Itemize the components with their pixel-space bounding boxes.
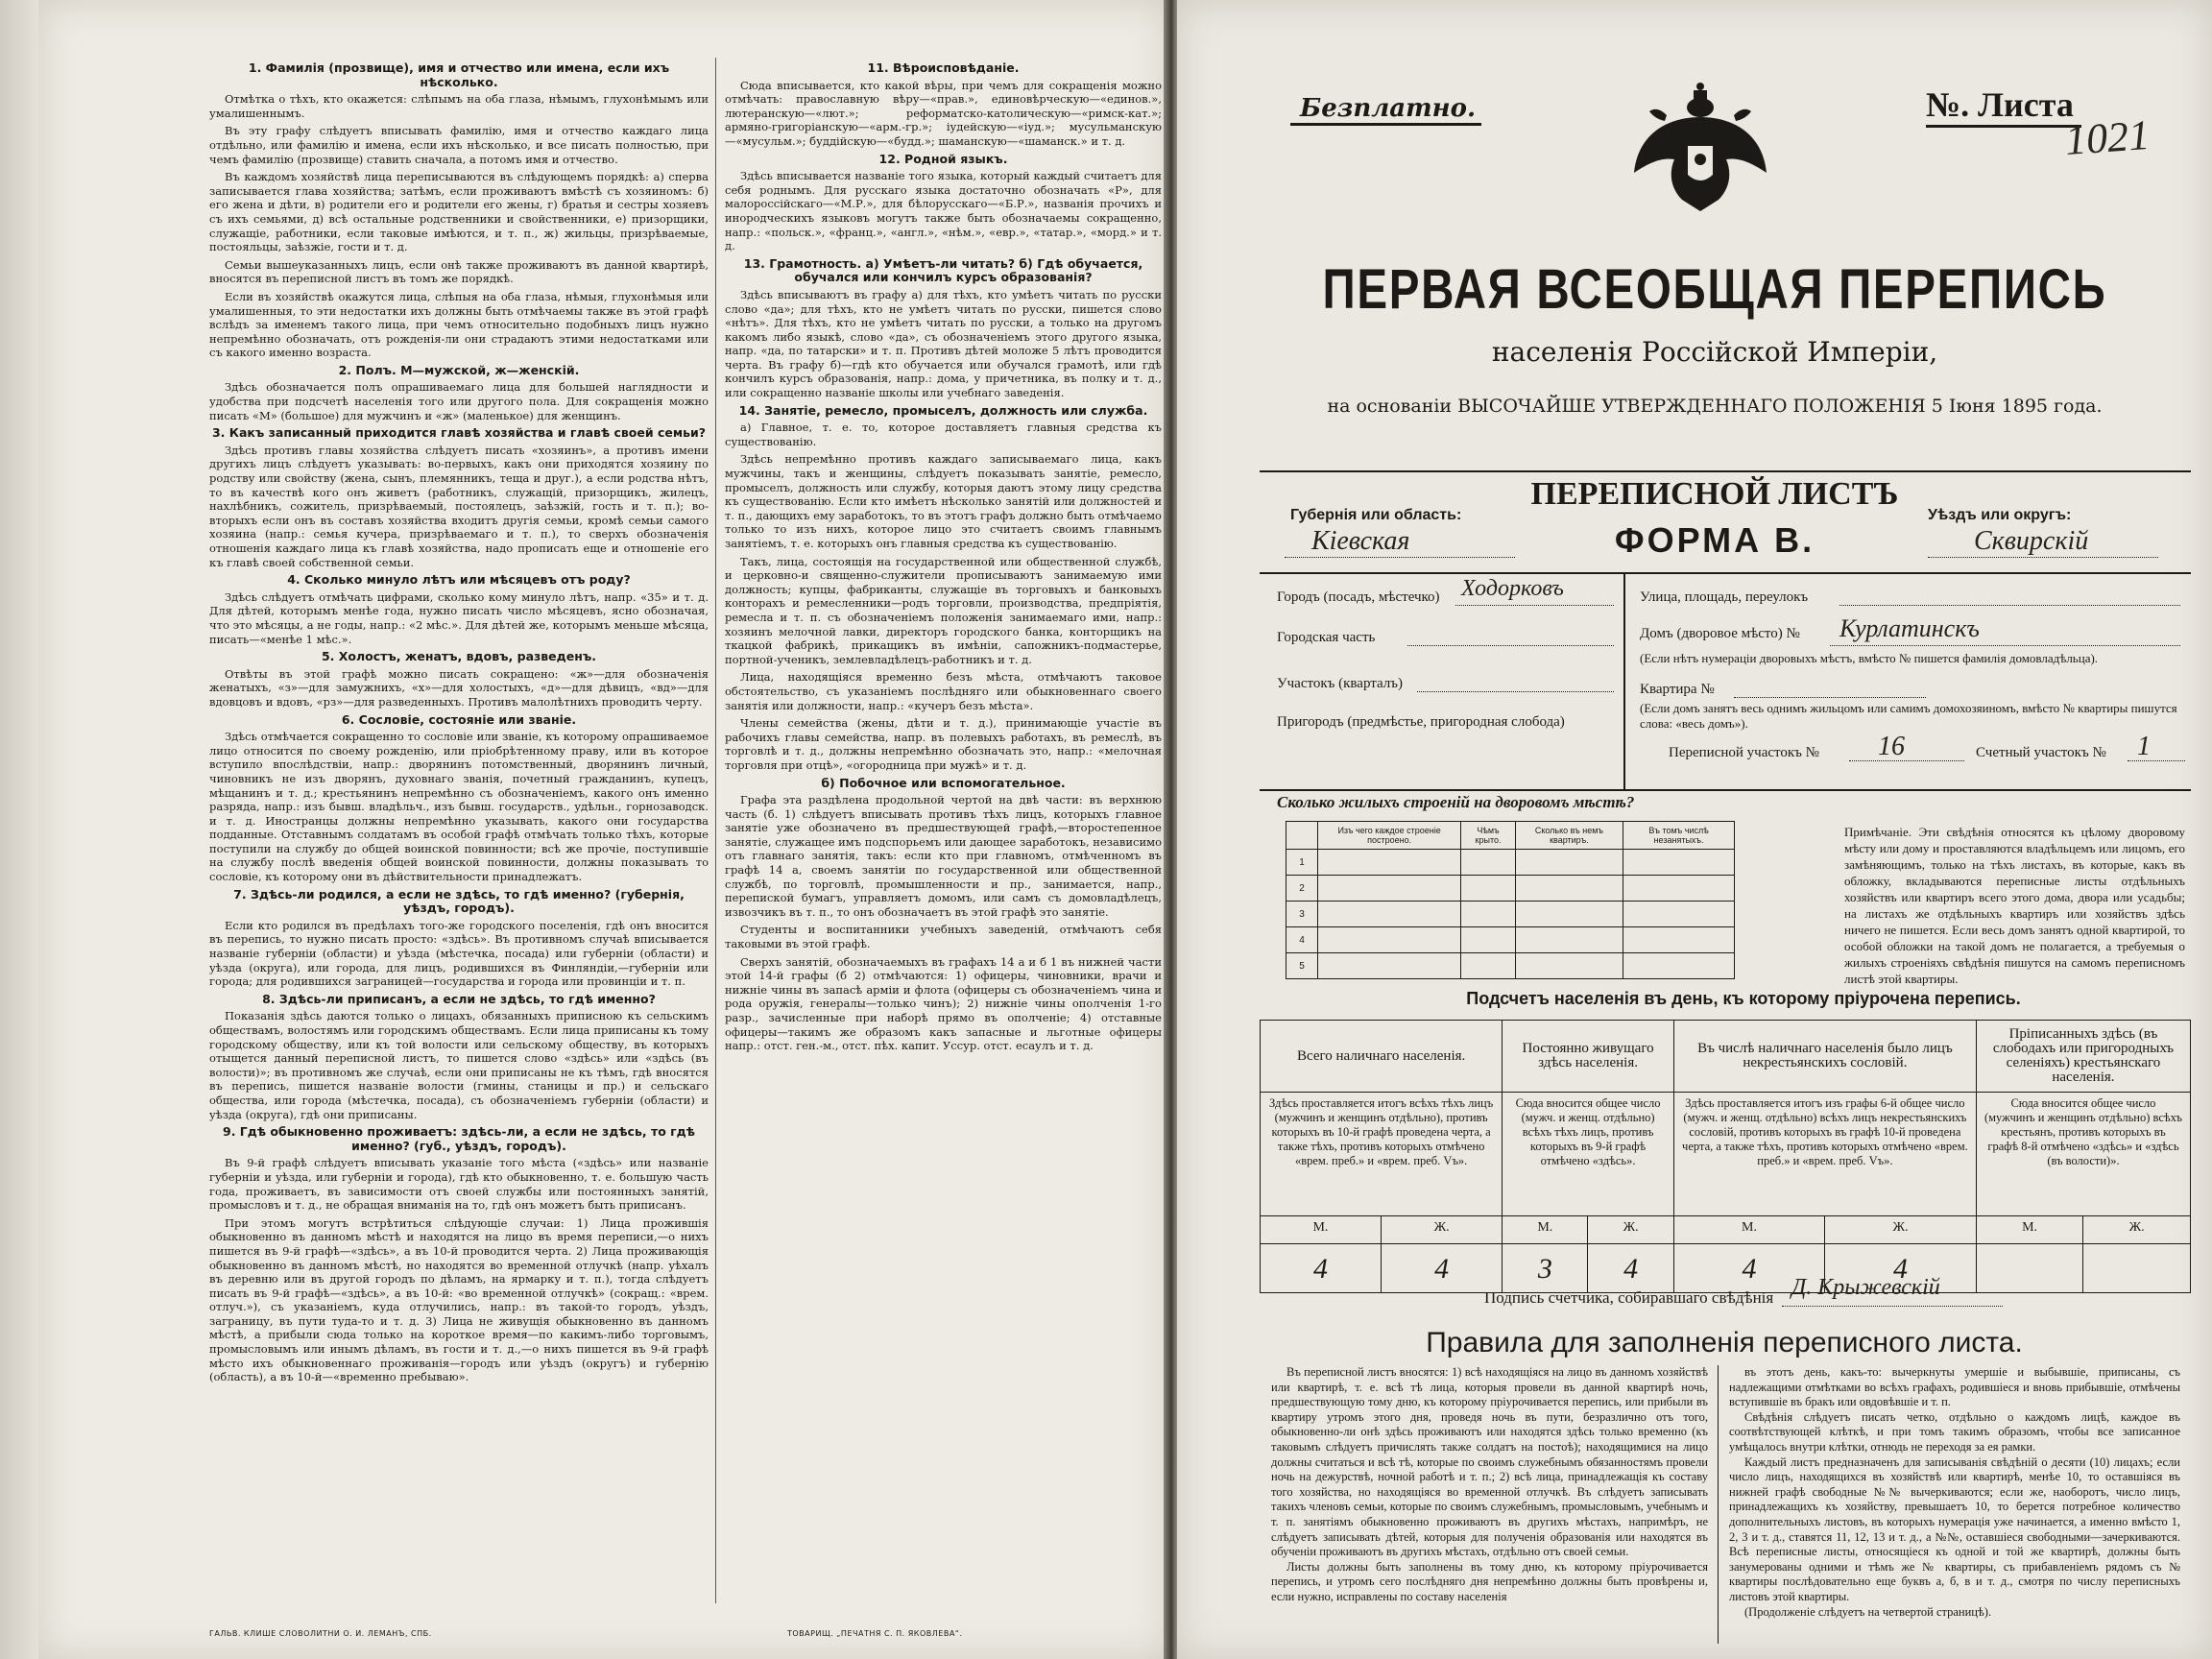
uezd-line	[1928, 557, 2158, 558]
rules-paragraph: (Продолженіе слѣдуетъ на четвертой страницѣ).	[1744, 1604, 1992, 1619]
buildings-table	[1286, 821, 1735, 979]
right-page	[1177, 0, 2212, 1659]
buildings-row	[1286, 850, 1735, 876]
population-count-value	[1976, 1244, 2082, 1293]
buildings-cell	[1461, 927, 1516, 953]
uezd-value: Сквирскій	[1974, 526, 2089, 556]
section-paragraph: Показанія здѣсь даются только о лицахъ, обязанныхъ приписною къ сельскимъ обществамъ, волостямъ или городскимъ обществамъ. Если лица приписаны къ тому городскому обществу, или къ той волости или сельскому обществу, въ которыхъ отыщется данный переписной листъ, то пишется слово «здѣсь» или «здѣсь (въ волости)»; въ противномъ же случаѣ, если они приписаны не къ тѣмъ, гдѣ вносятся въ перепись, пишется названіе волости (гмины, станицы и пр.) и сельскаго общества, или города (мѣстечка, посада), съ обозначеніемъ губерніи (области) и уѣзда (округа), гдѣ они приписаны.	[209, 1009, 709, 1121]
street-line	[1839, 605, 2180, 606]
house-label: Домъ (дворовое мѣсто) №	[1640, 626, 1800, 641]
sheet-number-label: №. Листа	[1926, 84, 2081, 128]
pop-desc-permanent: Сюда вносится общее число (мужч. и женщ. отдѣльно) всѣхъ тѣхъ лицъ, противъ которыхъ въ 9-й графѣ отмѣчено «здѣсь».	[1503, 1093, 1674, 1216]
rules-paragraph: Въ переписной листъ вносятся: 1) всѣ находящіяся на лицо въ данномъ хозяйствѣ или квартирѣ, т. е. всѣ тѣ лица, которыя провели въ данной квартирѣ ночь, предшествующую тому дню, къ которому пріурочивается перепись, или прибыли въ квартиру утромъ этого дня, проведя ночь въ пути, безразлично отъ того, обыкновенно-ли онѣ здѣсь проживаютъ или находятся здѣсь только временно (къ таковымъ слѣдуетъ причислять также солдатъ на постоѣ); находящимися на лицо должны считаться и всѣ тѣ, которые по своимъ служебнымъ обязанностямъ провели ночь на дежурствѣ, ночной работѣ и т. п.; 2) всѣ лица, принадлежащія къ составу того хозяйства, но находящіяся во временной отлучкѣ. Въ слѣдуетъ записывать такихъ членовъ семьи, которые по своимъ служебнымъ, промысловымъ, учебнымъ и т. п. занятіямъ обыкновенно проживаютъ въ другихъ мѣстахъ, напримѣръ, не слѣдуетъ записывать дѣтей, которыя для полученія образованія или находятся въ обученіи проживаютъ въ другихъ мѣстахъ, отдѣльно отъ своей семьи.	[1271, 1365, 1708, 1559]
province-line	[1285, 557, 1515, 558]
suburb-label: Пригородъ (предмѣстье, пригородная слобода)	[1277, 714, 1565, 730]
free-label: Безплатно.	[1290, 94, 1481, 126]
population-count-value	[2083, 1244, 2191, 1293]
buildings-cell	[1318, 927, 1461, 953]
section-paragraph: Семьи вышеуказанныхъ лицъ, если онѣ также проживаютъ въ данной квартирѣ, вносятся въ переписной листъ въ томъ же порядкѣ.	[209, 257, 709, 286]
census-district-label: Переписной участокъ №	[1669, 745, 1819, 760]
printer-imprint-left: ГАЛЬВ. КЛИШЕ СЛОВОЛИТНИ О. И. ЛЕМАНЪ, СПБ.	[209, 1629, 432, 1638]
male-column-header: М.	[1503, 1216, 1588, 1244]
section-heading: 14. Занятіе, ремесло, промыселъ, должность или служба.	[738, 402, 1148, 418]
population-count-value: 4	[1381, 1244, 1502, 1293]
male-column-header: М.	[1261, 1216, 1382, 1244]
buildings-header-material: Изъ чего каждое строеніе построено.	[1318, 822, 1461, 850]
buildings-cell	[1461, 953, 1516, 979]
uezd-label: Уѣздъ или округъ:	[1928, 507, 2072, 523]
province-value: Кіевская	[1311, 526, 1410, 556]
pop-desc-total: Здѣсь проставляется итогъ всѣхъ тѣхъ лицъ (мужчинъ и женщинъ отдѣльно), противъ которыхъ въ 10-й графѣ проведена черта, а также тѣхъ, противъ которыхъ отмѣчено «врем. преб.» и «врем. преб. Vъ».	[1261, 1093, 1503, 1216]
buildings-question: Сколько жилыхъ строеній на дворовомъ мѣстѣ?	[1277, 793, 1635, 811]
buildings-cell	[1623, 850, 1735, 876]
section-paragraph: Здѣсь отмѣчается сокращенно то сословіе или званіе, къ которому опрашиваемое лицо относится по своему рожденію, или пріобрѣтенному праву, или въ которое вступило впослѣдствіи, напр.: дворянинъ потомственный, дворянинъ личный, чиновникъ не изъ дворянъ, духовнаго званія, почетный гражданинъ, купецъ, мѣщанинъ и т. д.; крестьянинъ непремѣнно съ обозначеніемъ, какого онъ именно разряда, напр.: изъ бывш. владѣльч., изъ бывш. государств., удѣльн., горнозаводск. и т. д. Иностранцы должны непремѣнно указывать, какого они государства подданные. Отставнымъ солдатамъ въ особой графѣ отмѣчать только тѣхъ, которые поступили на службу до общей воинской повинности; всѣ же прочіе, поступившіе на службу послѣ введенія общей воинской повинности, должны показывать то сословіе, къ которому они въ дѣйствительности принадлежатъ.	[209, 730, 709, 884]
buildings-row-number: 4	[1286, 927, 1318, 953]
section-heading: 8. Здѣсь-ли приписанъ, а если не здѣсь, то гдѣ именно?	[262, 991, 656, 1006]
buildings-cell	[1318, 953, 1461, 979]
enumerator-signature: Д. Крыжевскій	[1791, 1275, 1940, 1300]
form-rule-lower	[1260, 789, 2191, 791]
section-heading: 3. Какъ записанный приходится главѣ хозяйства и главѣ своей семьи?	[211, 425, 707, 441]
rules-column-1	[1271, 1365, 1708, 1605]
buildings-cell	[1623, 876, 1735, 902]
section-paragraph: Лица, находящіяся временно безъ мѣста, отмѣчаютъ таковое обстоятельство, съ указаніемъ послѣдняго или обыкновеннаго своего занятія или должности, напр.: «кучеръ безъ мѣста».	[725, 670, 1162, 712]
section-paragraph: При этомъ могутъ встрѣтиться слѣдующіе случаи: 1) Лица прожившія обыкновенно въ данномъ мѣстѣ и находятся на лицо въ время переписи,—о нихъ пишется въ 9-й графѣ—«здѣсь», а въ 10-й проводится черта. 2) Лица проживающія обыкновенно въ данномъ мѣстѣ, но находятся во временной отлучкѣ (напр. уѣхалъ въ деревню или въ другой городъ по дѣламъ, на ярмарку и т. п.), тогда слѣдуетъ писать въ 9-й графѣ—«здѣсь», а въ 10-й: «во временной отлучкѣ» (сокращ.: «врем. отлуч.»), съ указаніемъ, куда отлучились, напр.: въ такой-то городъ, уѣздъ, заграницу, въ пути туда-то и т. д. 3) Лица не живущія обыкновенно въ данномъ мѣстѣ, а прибыли сюда только на короткое время—по какимъ-либо торговымъ, промысловымъ или инымъ дѣламъ, въ гости и т. д.,—о нихъ пишется въ 9-й графѣ мѣсто ихъ обыкновеннаго проживанія—городъ или уѣздъ (округъ) и губернію (область), а въ 10-й—«временно пребываю».	[209, 1215, 709, 1384]
buildings-row	[1286, 927, 1735, 953]
house-line	[1830, 645, 2180, 646]
buildings-header-roof: Чѣмъ крыто.	[1461, 822, 1516, 850]
female-column-header: Ж.	[2083, 1216, 2191, 1244]
buildings-cell	[1623, 902, 1735, 927]
signature-line	[1782, 1306, 2003, 1307]
section-paragraph: Здѣсь вписываютъ въ графу а) для тѣхъ, кто умѣетъ читать по русски слово «да»; для тѣхъ, кто не умѣетъ читать по русски, пишется слово «нѣтъ». Для тѣхъ, кто не умѣетъ читать по русски, а только на другомъ какомъ либо языкѣ, слово «да», съ обозначеніемъ этого другого языка, напр. «да, по татарски» и т. п. Противъ дѣтей моложе 5 лѣтъ проводится черта. Въ графу б)—гдѣ кто обучается или обучался грамотѣ, или гдѣ кончилъ курсъ образованія, напр.: дома, у причетника, въ полку и т. д., или сокращенно названіе школы или учебнаго заведенія.	[725, 287, 1162, 400]
buildings-row-number: 3	[1286, 902, 1318, 927]
female-column-header: Ж.	[1381, 1216, 1502, 1244]
section-paragraph: Если кто родился въ предѣлахъ того-же городского поселенія, гдѣ онъ вносится въ перепись, то нужно писать просто: «здѣсь». Въ противномъ случаѣ вписывается названіе губерніи (области) и уѣзда (мѣстечка, посада) или губерніи (области) и уѣзда (округа), или города, для лицъ, родившихся въ Финляндіи,—губерніи или города; для родившихся заграницей—государства и города или провинціи и т. п.	[209, 918, 709, 989]
apt-line	[1734, 697, 1926, 698]
section-paragraph: Здѣсь слѣдуетъ отмѣчать цифрами, сколько кому минуло лѣтъ, напр. «35» и т. д. Для дѣтей, которымъ менѣе года, нужно писать число мѣсяцевъ, ясно обозначая, что это мѣсяцы, а не годы, напр.: «2 мѣс.». Для дѣтей же, которымъ меньше мѣсяца, писать—«менѣе 1 мѣс.».	[209, 589, 709, 646]
buildings-row	[1286, 876, 1735, 902]
section-paragraph: Въ 9-й графѣ слѣдуетъ вписывать указаніе того мѣста («здѣсь» или названіе губерніи и уѣзда, или губерніи и города), гдѣ кто обыкновенно, т. е. большую часть года, проживаетъ, въ зависимости отъ своей службы или постоянныхъ занятій, промысловъ и т. д., не обращая вниманія на то, гдѣ онъ можетъ быть приписанъ.	[209, 1156, 709, 1213]
section-paragraph: Такъ, лица, состоящія на государственной или общественной службѣ, и церковно-и священно-служители прописываютъ занимаемую ими должность; купцы, фабриканты, служащіе въ торговыхъ и банковыхъ конторахъ и ремесленники—родъ торговли, производства, предпріятія, ремесла и т. п. съ обозначеніемъ положенія занимаемаго ими, напр.: хозяинъ мелочной лавки, директоръ городского банка, конторщикъ на ткацкой фабрикѣ, прикащикъ въ имѣніи, сапожникъ-подмастерье, портной-ученикъ, землевладѣлецъ-работникъ и т. д.	[725, 554, 1162, 666]
page-subtitle: населенія Россійской Имперіи,	[1491, 336, 1938, 368]
section-heading: 4. Сколько минуло лѣтъ или мѣсяцевъ отъ роду?	[287, 572, 631, 588]
buildings-cell	[1515, 902, 1623, 927]
rules-paragraph: Свѣдѣнія слѣдуетъ писать четко, отдѣльно о каждомъ лицѣ, каждое въ соотвѣтствующей клѣткѣ, и при томъ такимъ образомъ, чтобы все записанное умѣщалось внутри клѣтки, отнюдь не переходя за ея рамки.	[1729, 1409, 2180, 1454]
buildings-cell	[1318, 850, 1461, 876]
buildings-header-num	[1286, 822, 1318, 850]
house-note: (Если нѣтъ нумераціи дворовыхъ мѣстъ, вмѣсто № пишется фамилія домовладѣльца).	[1640, 651, 2099, 665]
section-paragraph: Здѣсь вписывается названіе того языка, который каждый считаетъ для себя роднымъ. Для русскаго языка достаточно обозначать «Р», для малороссійскаго—«М.Р.», для бѣлорусскаго—«Б.Р.», названія прочихъ и инородческихъ языковъ могутъ также быть обозначаемы сокращенно, напр.: «польск.», «франц.», «англ.», «нѣм.», «евр.», «татар.», «морд.» и т. д.	[725, 169, 1162, 253]
female-column-header: Ж.	[1825, 1216, 1977, 1244]
section-heading: 6. Сословіе, состояніе или званіе.	[341, 711, 577, 727]
form-rule-top	[1260, 470, 2191, 472]
buildings-row	[1286, 953, 1735, 979]
pop-desc-peasant: Сюда вносится общее число (мужчинъ и женщинъ отдѣльно) всѣхъ крестьянъ, противъ которыхъ въ графѣ 8-й отмѣчено «здѣсь» и «здѣсь (въ волости)».	[1976, 1093, 2190, 1216]
section-paragraph: Здѣсь непремѣнно противъ каждаго записываемаго лица, какъ мужчины, такъ и женщины, слѣдуетъ показывать занятіе, ремесло, промыселъ, должность или службу, которыя даютъ этому лицу средства къ существованію. Если кто имѣетъ нѣсколько занятій или должностей и т. п., дающихъ ему заработокъ, то въ этотъ графъ должно быть отмѣчаемо только то изъ нихъ, которое лицо это считаетъ своимъ главнымъ занятіемъ, т. е. которыхъ онъ главныя средства къ существованію.	[725, 452, 1162, 550]
section-paragraph: Сюда вписывается, кто какой вѣры, при чемъ для сокращенія можно отмѣчать: православную вѣру—«прав.», единовѣрческую—«единов.», лютеранскую—«лют.»; реформатско-католическую—«римск-кат.»; армяно-григоріанскую—«арм.-гр.»; іудейскую—«іуд.»; мусульманскую—«мусульм.»; буддійскую—«будд.»; шаманскую—«шаманск.» и т. д.	[725, 78, 1162, 148]
column-divider	[715, 58, 716, 1603]
pop-header-peasant: Пріписанныхъ здѣсь (въ слободахъ или пригородныхъ селеніяхъ) крестьянскаго населенія.	[1976, 1021, 2190, 1093]
buildings-cell	[1515, 953, 1623, 979]
form-subtitle: ФОРМА В.	[1614, 520, 1815, 560]
buildings-cell	[1318, 902, 1461, 927]
section-paragraph: Здѣсь обозначается полъ опрашиваемаго лица для большей наглядности и удобства при подсчетѣ населенія того или другого пола. Для сокращенія можно писать «М» (большое) для мужчинъ и «ж» (маленькое) для женщинъ.	[209, 380, 709, 422]
rules-paragraph: въ этотъ день, какъ-то: вычеркнуты умершіе и выбывшіе, приписаны, съ надлежащими отмѣтками во всѣхъ графахъ, родившіеся и вновь прибывшіе, отмѣчены вступившіе въ бракъ или овдовѣвшіе и т. п.	[1729, 1365, 2180, 1409]
city-part-label: Городская часть	[1277, 630, 1376, 645]
buildings-cell	[1623, 953, 1735, 979]
population-count-table	[1260, 1020, 2191, 1293]
section-paragraph: Члены семейства (жены, дѣти и т. д.), принимающіе участіе въ рабочихъ главы семейства, напр. въ полевыхъ работахъ, въ ремеслѣ, въ торговлѣ и т. д., должны непремѣнно обозначать это, напр.: «мелочная торговля при отцѣ», «огородница при мужѣ» и т. д.	[725, 716, 1162, 772]
buildings-cell	[1623, 927, 1735, 953]
pop-header-noncrest: Въ числѣ наличнаго населенія было лицъ некрестьянскихъ сословій.	[1673, 1021, 1976, 1093]
section-heading: 9. Гдѣ обыкновенно проживаетъ: здѣсь-ли, а если не здѣсь, то гдѣ именно? (губ., уѣздъ, городъ).	[223, 1124, 695, 1153]
buildings-cell	[1515, 850, 1623, 876]
buildings-row-number: 5	[1286, 953, 1318, 979]
buildings-cell	[1318, 876, 1461, 902]
section-heading: б) Побочное или вспомогательное.	[821, 775, 1066, 790]
section-paragraph: Отмѣтка о тѣхъ, кто окажется: слѣпымъ на оба глаза, нѣмымъ, глухонѣмымъ или умалишеннымъ.	[209, 92, 709, 120]
left-page	[38, 0, 1169, 1659]
rules-column-2	[1729, 1365, 2180, 1620]
pop-header-permanent: Постоянно живущаго здѣсь населенія.	[1503, 1021, 1674, 1093]
buildings-note: Примѣчаніе. Эти свѣдѣнія относятся къ цѣлому дворовому мѣсту или дому и проставляются владѣльцемъ или лицомъ, его замѣняющимъ, только на тѣхъ листахъ, въ которые, какъ въ обложку, вкладываются переписные листы отдѣльныхъ хозяйствъ или квартиръ всего этого дома, двора или усадьбы; на листахъ же отдѣльныхъ квартиръ или хозяйствъ здѣсь ничего не пишется. Если весь домъ занятъ одной квартирой, то особой обложки на такой домъ не полагается, а требуемыя о жилыхъ строеніяхъ свѣдѣнія пишутся на самомъ переписномъ листѣ этой квартиры.	[1844, 825, 2185, 986]
section-paragraph: Въ каждомъ хозяйствѣ лица переписываются въ слѣдующемъ порядкѣ: а) сперва записывается глава хозяйства; затѣмъ, если проживаютъ вмѣстѣ съ хозяиномъ: б) его жена и дѣти, в) родители его и родители его жены, г) братья и сестры хозяевъ съ ихъ семьями, д) всѣ остальные родственники и свойственники, е) призорщики, служащіе, работники, если таковые имѣются, и т. п., ж) жильцы, призрѣваемые, постояльцы, заѣзжіе, гости и т. д.	[209, 170, 709, 254]
count-district-value: 1	[2137, 732, 2151, 761]
address-divider	[1623, 572, 1625, 791]
house-value: Курлатинскъ	[1839, 614, 1980, 642]
apt-label: Квартира №	[1640, 682, 1715, 697]
edge-fragment	[6, 38, 35, 1623]
male-column-header: М.	[1673, 1216, 1824, 1244]
census-district-value: 16	[1878, 732, 1905, 761]
population-count-value: 4	[1825, 1244, 1977, 1293]
section-paragraph: Здѣсь противъ главы хозяйства слѣдуетъ писать «хозяинъ», а противъ имени другихъ лицъ слѣдуетъ указывать: во-первыхъ, какъ они приходятся хозяину по родству или свойству (жена, сынъ, племянникъ, теща и друг.), а если родства нѣтъ, то въ качествѣ кого онъ живетъ (работникъ, служащій, призорщикъ, жилецъ, нахлѣбникъ, сожитель, призрѣваемый, постоялецъ, заѣзжій, гость и т. п.); во-вторыхъ если онъ въ составъ хозяйства входитъ другія семьи, кромѣ семьи самого хозяина (напр.: семья кучера, призрѣваемаго и т. п.), то сверхъ обозначенія отношенія каждаго лица къ главѣ хозяйства, надо прописать еще и отношеніе его къ главѣ своей собственной семьи.	[209, 443, 709, 569]
buildings-row-number: 1	[1286, 850, 1318, 876]
section-heading: 5. Холостъ, женатъ, вдовъ, разведенъ.	[321, 649, 597, 664]
page-title: ПЕРВАЯ ВСЕОБЩАЯ ПЕРЕПИСЬ	[1322, 258, 2107, 321]
buildings-cell	[1461, 902, 1516, 927]
form-title: ПЕРЕПИСНОЙ ЛИСТЪ	[1530, 476, 1899, 512]
buildings-header-vacant: Въ томъ числѣ незанятыхъ.	[1623, 822, 1735, 850]
city-value: Ходорковъ	[1461, 576, 1564, 601]
apt-note: (Если домъ занятъ весь однимъ жильцомъ или самимъ домохозяиномъ, вмѣсто № квартиры пишутся слова: «весь домъ»).	[1640, 701, 2177, 731]
rules-paragraph: Листы должны быть заполнены въ тому дню, къ которому пріурочивается перепись, и утромъ сего послѣдняго дня непремѣнно должны быть провѣрены и, если нужно, исправлены по составу населенія	[1271, 1559, 1708, 1603]
city-label: Городъ (посадъ, мѣстечко)	[1277, 589, 1440, 605]
buildings-header-apartments: Сколько въ немъ квартиръ.	[1515, 822, 1623, 850]
district-label: Участокъ (кварталъ)	[1277, 676, 1404, 691]
buildings-cell	[1515, 876, 1623, 902]
imperial-eagle-emblem	[1628, 77, 1772, 221]
pop-header-total: Всего наличнаго населенія.	[1261, 1021, 1503, 1093]
section-paragraph: Если въ хозяйствѣ окажутся лица, слѣпыя на оба глаза, нѣмыя, глухонѣмыя или умалишенныя, то эти недостатки ихъ должны быть отмѣчаемы также въ этой графѣ вслѣдъ за именемъ такого лица, при чемъ относительно подобныхъ лицъ нужно непремѣнно обозначать, отъ рожденія-ли они страдаютъ этими недостатками или съ какого именно возраста.	[209, 289, 709, 360]
section-heading: 1. Фамилія (прозвище), имя и отчество или имена, если ихъ нѣсколько.	[248, 60, 670, 89]
male-column-header: М.	[1976, 1216, 2082, 1244]
rules-paragraph: Каждый листъ предназначенъ для записыванія свѣдѣній о десяти (10) лицахъ; если число лицъ, находящихся въ хозяйствѣ или квартирѣ, менѣе 10, то оставшіяся въ нижней графѣ свободные №№ вычеркиваются; если же, наоборотъ, число лицъ, принадлежащихъ къ хозяйству, превышаетъ 10, то берется потребное количество дополнительныхъ листовъ, въ которыхъ нумерація уже начинается, а именно вмѣсто 1, 2, 3 и т. д., ставятся 11, 12, 13 и т. д., а №№, оставшіеся свободными—зачеркиваются. Всѣ переписные листы, относящіеся къ одной и той же квартирѣ, должны быть занумерованы одними и тѣмъ же № квартиры, съ прибавленіемъ рядомъ съ № квартиры послѣдовательно еще буквъ а, б, в и т. д., смотря по числу переписныхъ листовъ этой квартиры.	[1729, 1455, 2180, 1603]
district-line	[1417, 691, 1614, 692]
sheet-number-handwritten: 1021	[2063, 110, 2152, 165]
count-district-line	[2128, 760, 2185, 761]
buildings-row	[1286, 902, 1735, 927]
street-label: Улица, площадь, переулокъ	[1640, 589, 1809, 605]
section-paragraph: Отвѣты въ этой графѣ можно писать сокращено: «ж»—для обозначенія женатыхъ, «з»—для замужнихъ, «х»—для холостыхъ, «д»—для дѣвицъ, «вд»—для вдовцовъ и вдовъ, «рз»—для разведенныхъ. Противъ малолѣтнихъ проводить черту.	[209, 666, 709, 709]
population-count-value: 3	[1503, 1244, 1588, 1293]
section-paragraph: Графа эта раздѣлена продольной чертой на двѣ части: въ верхнюю часть (б. 1) слѣдуетъ вписывать противъ тѣхъ лицъ, которыхъ главное занятіе уже обозначено въ предшествующей графѣ,—второстепенное занятіе, служащее имъ подспорьемъ или дающее заработокъ, независимо отъ главнаго занятія, такъ: если кто при главномъ, отмѣченномъ въ графѣ 14 а, своемъ занятіи по государственной или общественной службѣ, по торговлѣ, промышленности и пр., занимается, напр., перепиской бумагъ, управляетъ домомъ, или самъ съ домовладѣлецъ, извозчикъ въ т. п., то онъ обозначаетъ въ этой графѣ это занятіе.	[725, 793, 1162, 919]
province-label: Губернія или область:	[1290, 507, 1462, 523]
population-count-value: 4	[1588, 1244, 1673, 1293]
rules-title: Правила для заполненія переписного листа.	[1426, 1327, 2023, 1358]
section-paragraph: Студенты и воспитанники учебныхъ заведеній, отмѣчаютъ себя таковыми въ этой графѣ.	[725, 923, 1162, 951]
section-paragraph: Сверхъ занятій, обозначаемыхъ въ графахъ 14 а и б 1 въ нижней части этой 14-й графы (б 2) отмѣчаются: 1) офицеры, чиновники, врачи и нижніе чины въ запасѣ арміи и флота (офицеры съ обозначеніемъ чина и рода оружія, генералы—только чинъ); 2) нижніе чины ополченія 1-го разр., зачисленные при наборѣ прямо въ ополченіе; 4) отставные офицеры—такимъ же образомъ какъ запасные и льготные офицеры напр.: отст. ген.-м., отст. пѣх. капит. Уссур. отст. есаулъ и т. д.	[725, 954, 1162, 1053]
population-count-title: Подсчетъ населенія въ день, къ которому пріурочена перепись.	[1466, 989, 2021, 1008]
section-paragraph: Въ эту графу слѣдуетъ вписывать фамилію, имя и отчество каждаго лица отдѣльно, или фамилію и имена, если ихъ нѣсколько, и все писать полностью, при чемъ фамилію (прозвище) ставить сначала, а потомъ имя и отчество.	[209, 124, 709, 166]
instructions-column-2	[725, 58, 1162, 1057]
population-count-value: 4	[1261, 1244, 1382, 1293]
printer-imprint-right: ТОВАРИЩ. „ПЕЧАТНЯ С. П. ЯКОВЛЕВА“.	[787, 1629, 963, 1638]
section-heading: 7. Здѣсь-ли родился, а если не здѣсь, то гдѣ именно? (губернія, уѣздъ, городъ).	[233, 886, 685, 916]
buildings-row-number: 2	[1286, 876, 1318, 902]
buildings-cell	[1461, 850, 1516, 876]
census-district-line	[1849, 760, 1964, 761]
population-count-value: 4	[1673, 1244, 1824, 1293]
section-heading: 11. Вѣроисповѣданіе.	[867, 60, 1020, 75]
instructions-column-1	[209, 58, 709, 1388]
city-line	[1455, 605, 1614, 606]
pop-desc-noncrest: Здѣсь проставляется итогъ изъ графы 6-й общее число (мужч. и женщ. отдѣльно) всѣхъ лицъ некрестьянскихъ сословій, противъ которыхъ въ графѣ 10-й проведена черта, а также тѣхъ, противъ которыхъ отмѣчено «врем. преб.» и «врем. преб. Vъ».	[1673, 1093, 1976, 1216]
city-part-line	[1407, 645, 1614, 646]
enumerator-signature-label: Подпись счетчика, собиравшаго свѣдѣнія	[1484, 1288, 1774, 1307]
count-district-label: Счетный участокъ №	[1976, 745, 2106, 760]
female-column-header: Ж.	[1588, 1216, 1673, 1244]
buildings-cell	[1515, 927, 1623, 953]
buildings-cell	[1461, 876, 1516, 902]
section-heading: 2. Полъ. М—мужской, ж—женскій.	[338, 362, 580, 377]
section-paragraph: а) Главное, т. е. то, которое доставляетъ главныя средства къ существованію.	[725, 421, 1162, 448]
section-heading: 12. Родной языкъ.	[878, 151, 1008, 166]
section-heading: 13. Грамотность. а) Умѣетъ-ли читать? б) Гдѣ обучается, обучался или кончилъ курсъ образованія?	[743, 255, 1143, 285]
legal-basis: на основаніи ВЫСОЧАЙШЕ УТВЕРЖДЕННАГО ПОЛОЖЕНІЯ 5 Іюня 1895 года.	[1327, 396, 2103, 417]
rules-divider	[1718, 1365, 1719, 1644]
form-rule-mid	[1260, 572, 2191, 574]
